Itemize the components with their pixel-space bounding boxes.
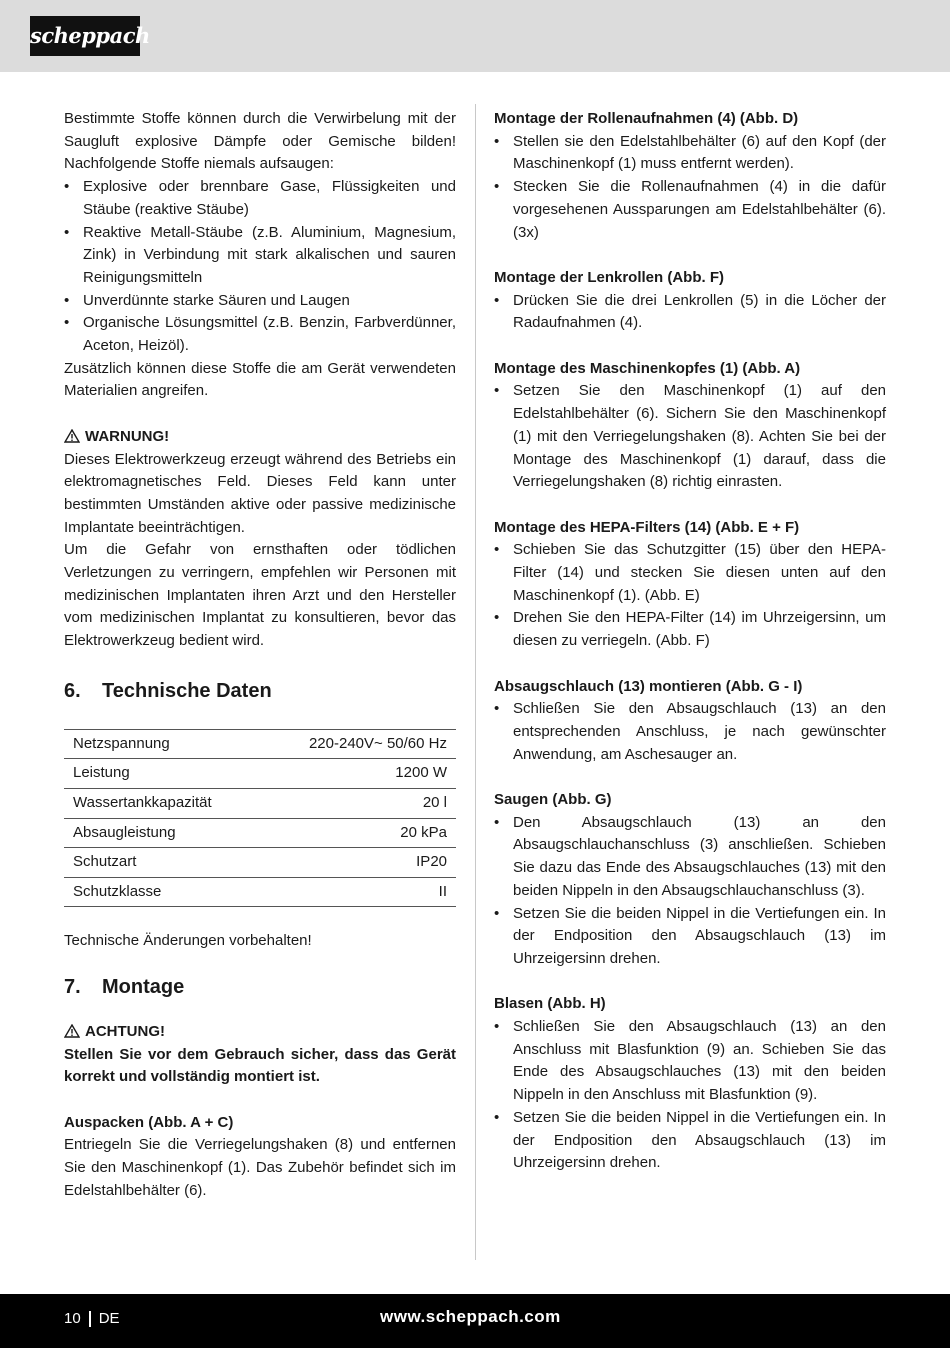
unpack-paragraph: Entriegeln Sie die Verriegelungshaken (8) und entfernen Sie den Maschinenkopf (1). Das Zubehör befindet sich im Edelstahlbehälter (6).: [64, 1136, 456, 1199]
substance-list: [64, 176, 456, 358]
instruction-list: [494, 131, 886, 245]
column-divider: [475, 104, 476, 1260]
additional-paragraph: Zusätzlich können diese Stoffe die am Gerät verwendeten Materialien angreifen.: [64, 359, 456, 400]
list-item: • Reaktive Metall-Stäube (z.B. Aluminium, Magnesium, Zink) in Verbindung mit stark alkalischen und sauren Reinigungsmitteln: [64, 222, 456, 290]
list-item: • Drehen Sie den HEPA-Filter (14) im Uhrzeigersinn, um diesen zu verriegeln. (Abb. F): [494, 607, 886, 652]
footer-bar: [0, 1294, 950, 1348]
website-link[interactable]: www.scheppach.com: [380, 1307, 561, 1326]
scheppach-logo: scheppach: [30, 16, 140, 56]
spec-value: IP20: [260, 848, 456, 878]
spec-note: Technische Änderungen vorbehalten!: [64, 932, 312, 950]
instruction-list: [494, 698, 886, 766]
subheading: Montage des Maschinenkopfes (1) (Abb. A): [494, 359, 801, 377]
subheading: Blasen (Abb. H): [494, 995, 606, 1013]
section-heading-technical-data: [64, 677, 456, 705]
spec-label: Netzspannung: [64, 729, 260, 759]
unpack-heading: Auspacken (Abb. A + C): [64, 1113, 234, 1131]
list-item: • Stellen sie den Edelstahlbehälter (6) auf den Kopf (der Maschinenkopf (1) muss entfernt werden).: [494, 131, 886, 176]
spec-value: 20 l: [260, 789, 456, 819]
instruction-list: [494, 812, 886, 971]
section-title: Technische Daten: [102, 679, 272, 702]
warning-heading: [64, 426, 456, 449]
warning-triangle-icon: [64, 429, 80, 443]
list-item: • Setzen Sie den Maschinenkopf (1) auf den Edelstahlbehälter (6). Sichern Sie den Maschinenkopf (1) mit den Verriegelungshaken (8). Achten Sie bei der Montage des Maschinenkopf (1) darauf, dass die Verriegelungshaken (8) richtig einrasten.: [494, 380, 886, 494]
spec-value: 220-240V~ 50/60 Hz: [260, 729, 456, 759]
left-column: [64, 108, 456, 1202]
header-band: [0, 0, 950, 72]
spec-label: Absaugleistung: [64, 818, 260, 848]
table-row: [64, 789, 456, 819]
subheading: Montage der Rollenaufnahmen (4) (Abb. D): [494, 110, 799, 127]
section-heading-montage: [64, 973, 456, 1001]
spec-value: 20 kPa: [260, 818, 456, 848]
instruction-list: [494, 539, 886, 653]
subheading: Montage der Lenkrollen (Abb. F): [494, 268, 725, 286]
section-title: Montage: [102, 975, 185, 998]
table-row: [64, 848, 456, 878]
page-separator: [89, 1311, 91, 1327]
table-row: [64, 729, 456, 759]
right-column: [494, 108, 886, 1175]
spec-table: [64, 729, 456, 908]
list-item: • Explosive oder brennbare Gase, Flüssigkeiten und Stäube (reaktive Stäube): [64, 176, 456, 221]
language-code: DE: [98, 1310, 120, 1327]
spec-value: 1200 W: [260, 759, 456, 789]
table-row: [64, 877, 456, 907]
section-number: 6.: [64, 679, 81, 702]
instruction-list: [494, 1016, 886, 1175]
subheading: Montage des HEPA-Filters (14) (Abb. E + F): [494, 518, 800, 536]
warning-paragraph-2: Um die Gefahr von ernsthaften oder tödlichen Verletzungen zu verringern, empfehlen wir Personen mit medizinischen Implantaten ihren Arzt und den Hersteller vom medizinischen Implantat zu konsultieren, bevor das Elektrowerkzeug bedient wird.: [64, 541, 456, 650]
list-item: • Setzen Sie die beiden Nippel in die Vertiefungen ein. In der Endposition den Absaugschlauch (13) im Uhrzeigersinn drehen.: [494, 1107, 886, 1175]
section-number: 7.: [64, 975, 81, 998]
list-item: • Schließen Sie den Absaugschlauch (13) an den Anschluss mit Blasfunktion (9) an. Schieben Sie das Ende des Absaugschlauches (13) mit den beiden Nippeln in den Anschluss mit Blasfunktion (9).: [494, 1016, 886, 1107]
list-item: • Den Absaugschlauch (13) an den Absaugschlauchanschluss (3) anschließen. Schieben Sie dazu das Ende des Absaugschlauches (13) mit den beiden Nippeln in den Absaugschlauchanschluss (3).: [494, 812, 886, 903]
warning-title: WARNUNG!: [85, 427, 170, 445]
intro-paragraph: Bestimmte Stoffe können durch die Verwirbelung mit der Saugluft explosive Dämpfe oder Gemische bilden! Nachfolgende Stoffe niemals aufsaugen:: [64, 110, 456, 173]
warning-paragraph-1: Dieses Elektrowerkzeug erzeugt während des Betriebs ein elektromagnetisches Feld. Dieses Feld kann unter bestimmten Umständen aktive oder passive medizinische Implantate beeinträchtigen.: [64, 450, 456, 536]
subheading: Absaugschlauch (13) montieren (Abb. G - I): [494, 677, 803, 695]
spec-label: Wassertankkapazität: [64, 789, 260, 819]
page-number: 10: [64, 1310, 81, 1327]
list-item: • Unverdünnte starke Säuren und Laugen: [64, 290, 456, 313]
instruction-list: [494, 290, 886, 335]
spec-label: Schutzart: [64, 848, 260, 878]
spec-value: II: [260, 877, 456, 907]
caution-heading: [64, 1021, 456, 1044]
instruction-list: [494, 380, 886, 494]
spec-label: Leistung: [64, 759, 260, 789]
warning-triangle-icon: [64, 1024, 80, 1038]
list-item: • Organische Lösungsmittel (z.B. Benzin, Farbverdünner, Aceton, Heizöl).: [64, 312, 456, 357]
list-item: • Drücken Sie die drei Lenkrollen (5) in die Löcher der Radaufnahmen (4).: [494, 290, 886, 335]
list-item: • Setzen Sie die beiden Nippel in die Vertiefungen ein. In der Endposition den Absaugschlauch (13) im Uhrzeigersinn drehen.: [494, 903, 886, 971]
list-item: • Schließen Sie den Absaugschlauch (13) an den entsprechenden Anschluss, je nach gewünschter Anwendung, am Aschesauger an.: [494, 698, 886, 766]
list-item: • Stecken Sie die Rollenaufnahmen (4) in die dafür vorgesehenen Aussparungen am Edelstahlbehälter (6). (3x): [494, 176, 886, 244]
table-row: [64, 818, 456, 848]
subheading: Saugen (Abb. G): [494, 791, 612, 809]
caution-text: Stellen Sie vor dem Gebrauch sicher, dass das Gerät korrekt und vollständig montiert ist.: [64, 1045, 456, 1086]
caution-title: ACHTUNG!: [85, 1022, 165, 1040]
spec-label: Schutzklasse: [64, 877, 260, 907]
table-row: [64, 759, 456, 789]
list-item: • Schieben Sie das Schutzgitter (15) über den HEPA-Filter (14) und stecken Sie diesen unten auf den Maschinenkopf (1). (Abb. E): [494, 539, 886, 607]
page-indicator: [64, 1310, 120, 1327]
